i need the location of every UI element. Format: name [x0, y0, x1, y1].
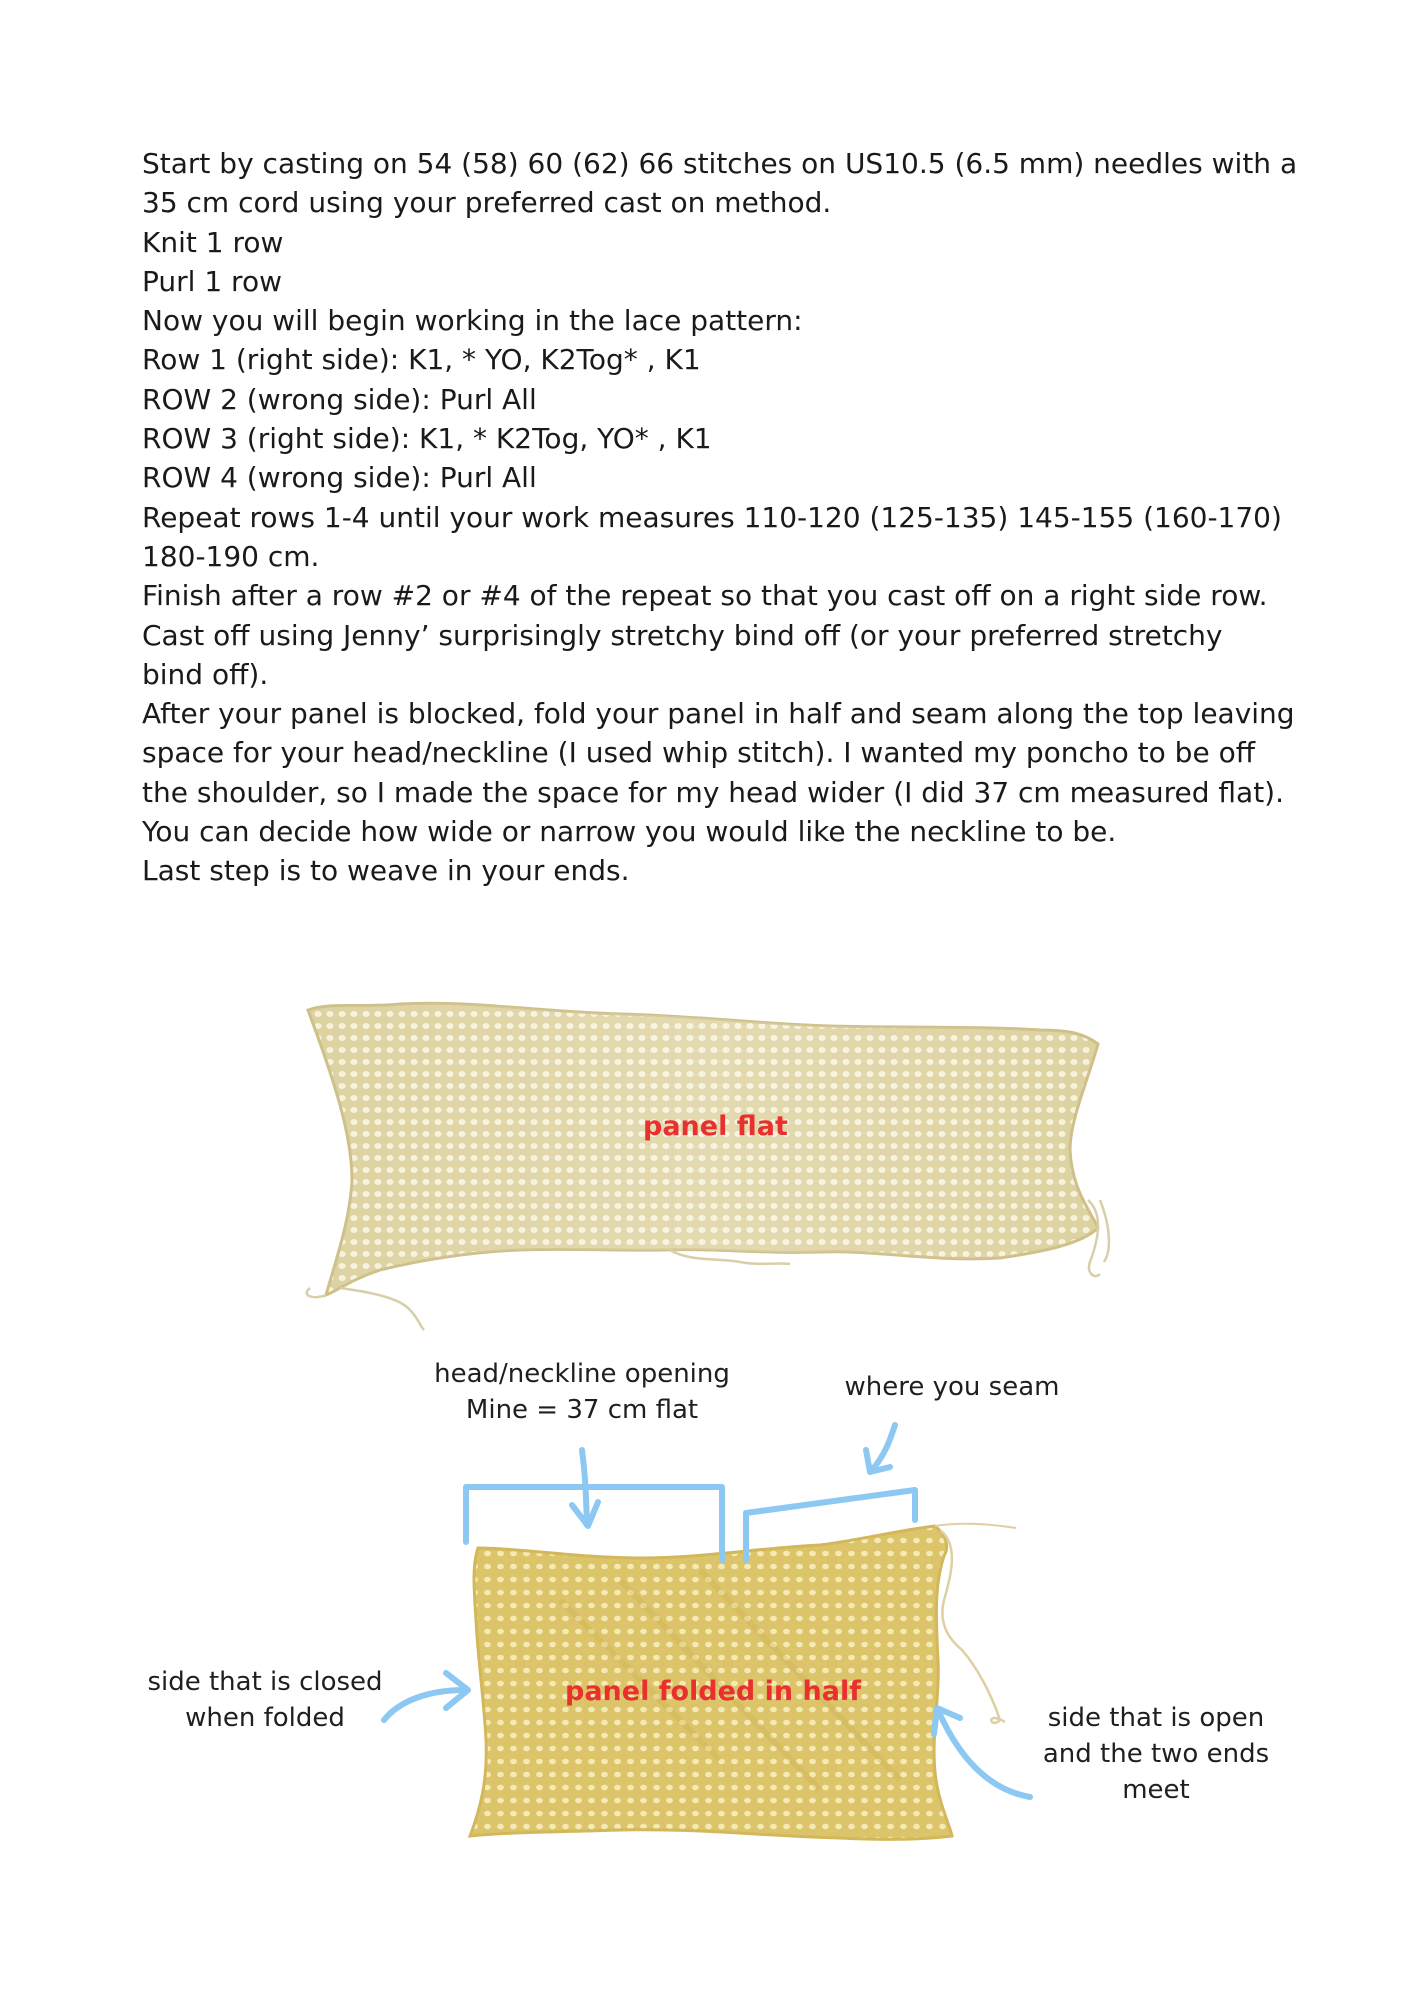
instruction-line: You can decide how wide or narrow you would like the neckline to be. — [142, 815, 1117, 849]
neckline-arrow — [582, 1450, 587, 1525]
panel-folded-label: panel folded in half — [565, 1676, 861, 1707]
instruction-line: Cast off using Jenny’ surprisingly stretchy bind off (or your preferred stretchy — [142, 618, 1223, 652]
yarn-tail-left — [307, 1288, 424, 1330]
neckline-annotation — [432, 1356, 732, 1428]
yarn-tail-right — [1088, 1200, 1109, 1276]
seam-annotation: where you seam — [844, 1372, 1060, 1402]
instruction-line: Knit 1 row — [142, 225, 284, 259]
instruction-line: Purl 1 row — [142, 264, 282, 298]
panel-flat-image — [307, 1003, 1109, 1330]
instruction-line: bind off). — [142, 657, 269, 691]
instruction-line: 35 cm cord using your preferred cast on method. — [142, 186, 832, 220]
instruction-line: ROW 4 (wrong side): Purl All — [142, 461, 537, 495]
instruction-line: Finish after a row #2 or #4 of the repeat so that you cast off on a right side row. — [142, 579, 1268, 613]
neckline-annotation-line: Mine = 37 cm flat — [465, 1395, 699, 1425]
open-side-arrow — [938, 1710, 1030, 1797]
instruction-line: Now you will begin working in the lace pattern: — [142, 304, 803, 338]
panel-flat-label: panel flat — [643, 1111, 788, 1142]
seam-arrow — [872, 1425, 895, 1470]
closed-side-annotation — [140, 1664, 390, 1736]
closed-side-annotation-line: side that is closed — [147, 1667, 383, 1697]
instruction-line: Repeat rows 1-4 until your work measures 110-120 (125-135) 145-155 (160-170) — [142, 500, 1282, 534]
open-side-annotation-line: and the two ends — [1042, 1739, 1270, 1769]
instruction-line: After your panel is blocked, fold your panel in half and seam along the top leaving — [142, 697, 1295, 731]
instruction-line: ROW 2 (wrong side): Purl All — [142, 382, 537, 416]
instruction-line: space for your head/neckline (I used whip stitch). I wanted my poncho to be off — [142, 736, 1255, 770]
instruction-line: Row 1 (right side): K1, * YO, K2Tog* , K1 — [142, 343, 701, 377]
instruction-line: Last step is to weave in your ends. — [142, 854, 630, 888]
instruction-line: ROW 3 (right side): K1, * K2Tog, YO* , K1 — [142, 422, 712, 456]
closed-side-annotation-line: when folded — [185, 1703, 345, 1733]
yarn-tail-folded — [940, 1530, 1005, 1723]
open-side-annotation-line: side that is open — [1047, 1703, 1265, 1733]
yarn-tail-folded-top — [935, 1524, 1016, 1528]
open-side-annotation — [1036, 1700, 1276, 1808]
open-side-annotation-line: meet — [1122, 1775, 1190, 1805]
instruction-line: Start by casting on 54 (58) 60 (62) 66 stitches on US10.5 (6.5 mm) needles with a — [142, 147, 1298, 180]
instruction-line: the shoulder, so I made the space for my head wider (I did 37 cm measured flat). — [142, 775, 1284, 809]
neckline-annotation-line: head/neckline opening — [434, 1359, 730, 1389]
instruction-line: 180-190 cm. — [142, 539, 320, 573]
